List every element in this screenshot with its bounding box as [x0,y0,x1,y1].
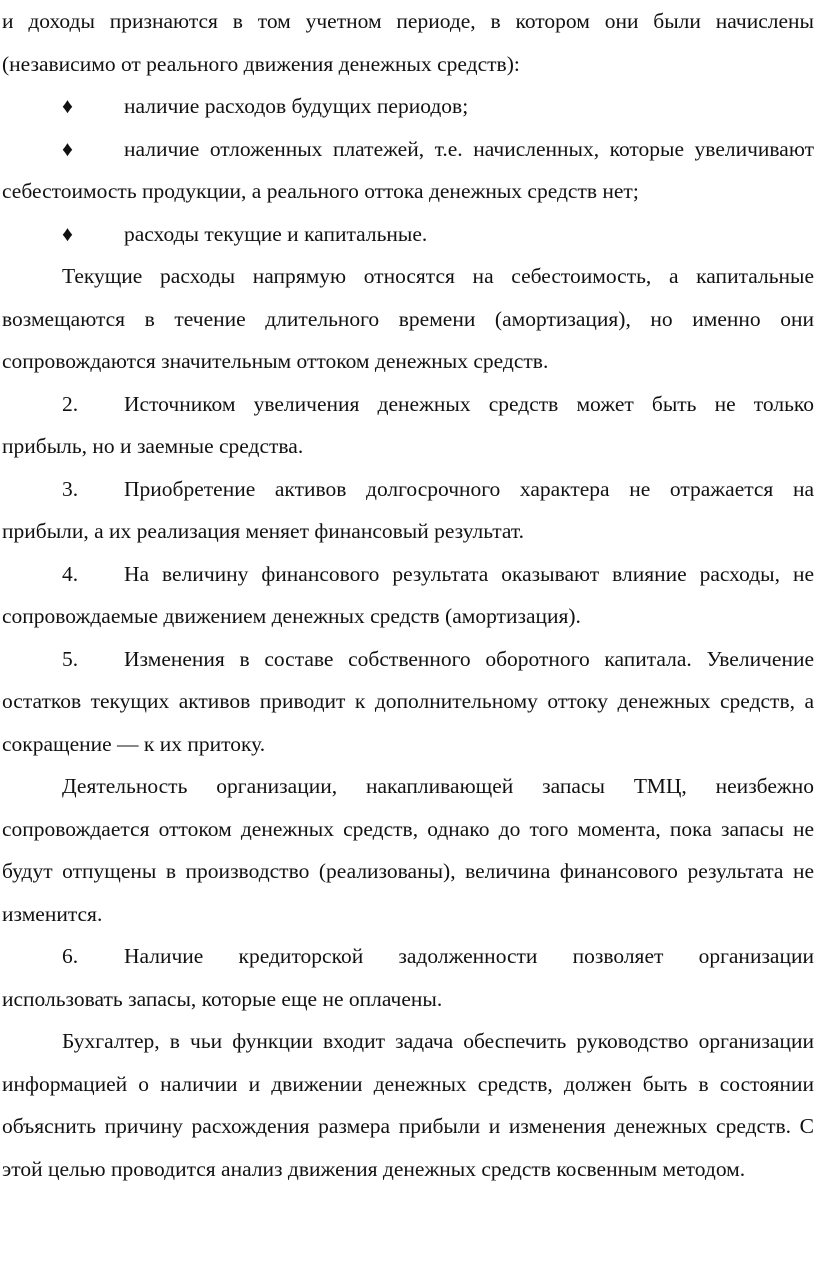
paragraph: Текущие расходы напрямую относятся на себестоимость, а капитальные возмещаются в течение длительного времени (амортизация), но именно они сопровождаются значительным оттоком денежных средств. [2,264,814,373]
bullet-item-text: расходы текущие и капитальные. [124,221,428,246]
bullet-diamond-icon: ♦ [62,94,73,118]
bullet-item-text: наличие отложенных платежей, т.е. начисленных, которые увеличивают себестоимость продукции, а реального оттока денежных средств нет; [2,136,814,203]
numbered-item [2,468,814,553]
item-number: 3. [62,476,79,501]
bullet-item [2,128,814,213]
paragraph-continuation: и доходы признаются в том учетном периоде, в котором они были начислены (независимо от реального движения денежных средств): [2,9,814,76]
numbered-item [2,935,814,1020]
bullet-diamond-icon: ♦ [62,136,73,161]
numbered-item [2,553,814,638]
bullet-item-text: наличие расходов будущих периодов; [124,94,469,118]
item-number: 5. [62,646,79,671]
item-number: 4. [62,561,79,586]
bullet-diamond-icon: ♦ [62,221,73,246]
numbered-item-text: Изменения в составе собственного оборотного капитала. Увеличение остатков текущих активов приводит к дополнительному оттоку денежных средств, а сокращение — к их притоку. [2,646,814,756]
numbered-item-text: Приобретение активов долгосрочного характера не отражается на прибыли, а их реализация меняет финансовый результат. [2,476,814,543]
paragraph: Деятельность организации, накапливающей запасы ТМЦ, неизбежно сопровождается оттоком денежных средств, однако до того момента, пока запасы не будут отпущены в производство (реализованы), величина финансового результата не изменится. [2,774,814,926]
item-number: 6. [62,944,79,968]
numbered-item-text: Наличие кредиторской задолженности позволяет организации использовать запасы, которые еще не оплачены. [2,944,814,1011]
item-number: 2. [62,391,79,416]
bullet-item [2,213,814,256]
numbered-item [2,383,814,468]
bullet-item [2,85,814,128]
numbered-item [2,638,814,766]
paragraph: Бухгалтер, в чьи функции входит задача обеспечить руководство организации информацией о наличии и движении денежных средств, должен быть в состоянии объяснить причину расхождения размера прибыли и изменения денежных средств. С этой целью проводится анализ движения денежных средств косвенным методом. [2,1029,814,1181]
numbered-item-text: Источником увеличения денежных средств может быть не только прибыль, но и заемные средства. [2,391,814,458]
numbered-item-text: На величину финансового результата оказывают влияние расходы, не сопровождаемые движением денежных средств (амортизация). [2,561,814,628]
